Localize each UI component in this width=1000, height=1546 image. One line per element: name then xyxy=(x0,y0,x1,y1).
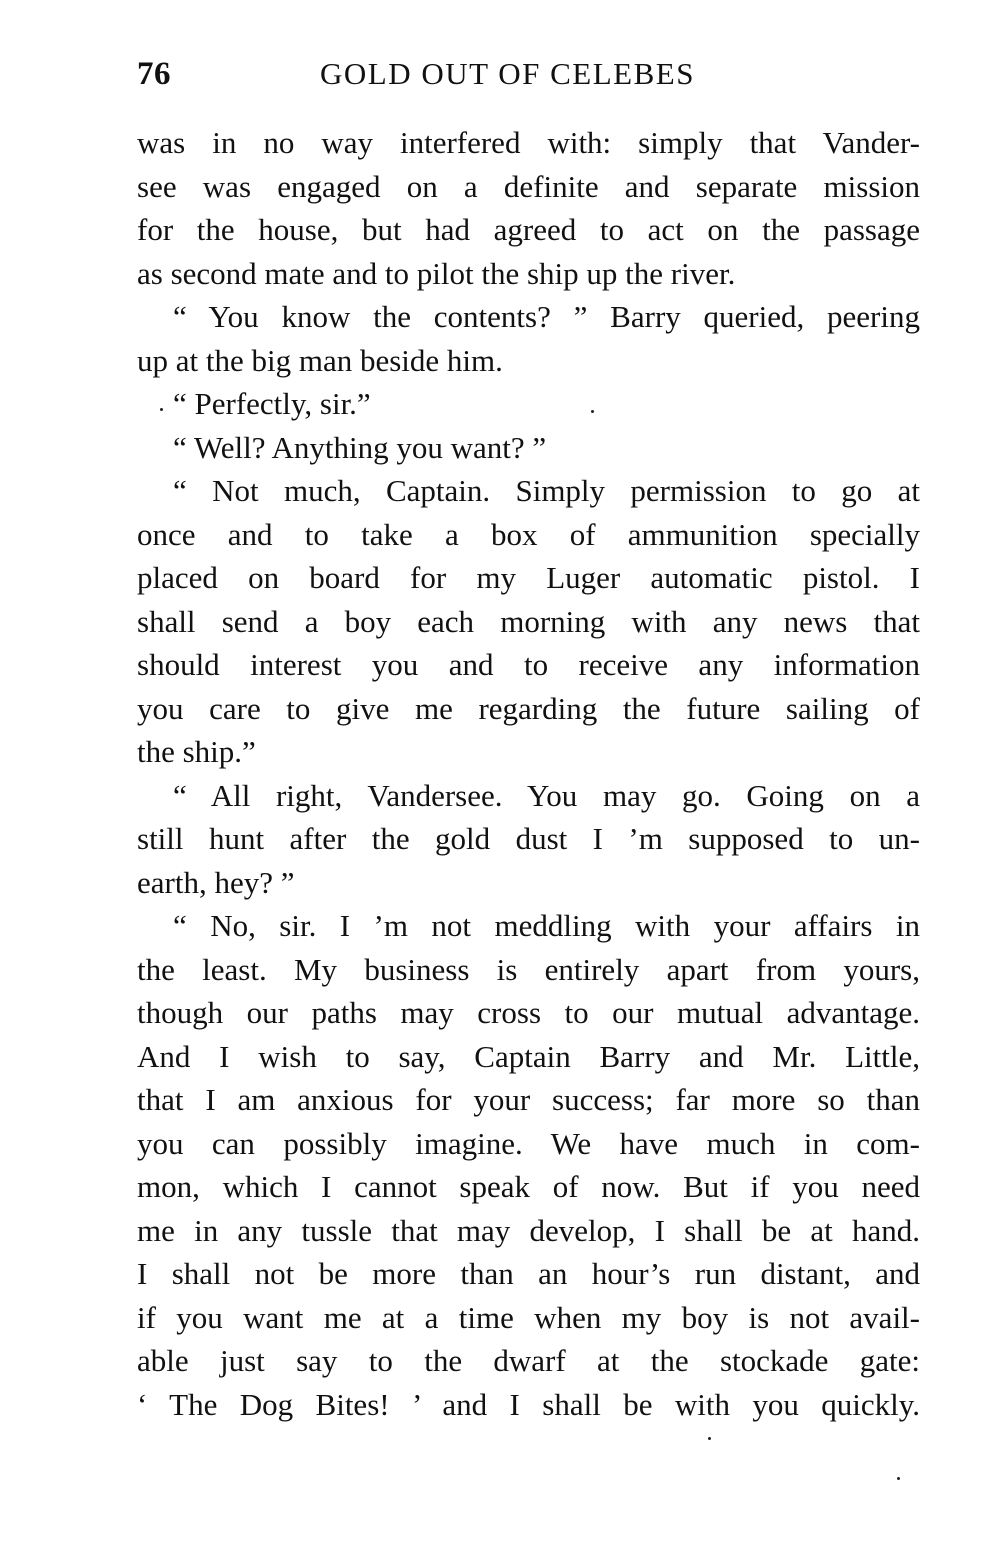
text-line: earth, hey? ” xyxy=(137,864,295,900)
page-header xyxy=(137,56,920,100)
text-line: me in any tussle that may develop, I shall be at hand. xyxy=(137,1212,920,1248)
print-speck xyxy=(160,408,163,411)
text-line: the ship.” xyxy=(137,734,256,769)
text-line: ‘ The Dog Bites! ’ and I shall be with you quickly. xyxy=(137,1386,920,1422)
text-line: I shall not be more than an hour’s run distant, and xyxy=(137,1256,920,1291)
text-line: for the house, but had agreed to act on the passage xyxy=(137,212,920,247)
text-line: should interest you and to receive any information xyxy=(137,647,920,682)
print-speck xyxy=(591,410,594,413)
text-line: was in no way interfered with: simply that Vander- xyxy=(137,125,920,160)
text-line: still hunt after the gold dust I ’m supposed to un- xyxy=(137,821,920,856)
print-speck xyxy=(708,1437,711,1440)
text-line: “ All right, Vandersee. You may go. Going on a xyxy=(173,777,920,813)
text-line: up at the big man beside him. xyxy=(137,342,503,378)
text-line: you can possibly imagine. We have much in com- xyxy=(137,1125,920,1161)
text-line: “ Not much, Captain. Simply permission to go at xyxy=(173,473,920,508)
text-line: And I wish to say, Captain Barry and Mr. Little, xyxy=(137,1038,920,1074)
text-line: shall send a boy each morning with any news that xyxy=(137,603,920,639)
print-speck xyxy=(897,1477,900,1480)
text-line: though our paths may cross to our mutual advantage. xyxy=(137,995,920,1030)
text-line: once and to take a box of ammunition specially xyxy=(137,516,920,552)
text-line: see was engaged on a definite and separate mission xyxy=(137,168,920,204)
text-line: “ You know the contents? ” Barry queried, peering xyxy=(173,299,920,334)
text-line: placed on board for my Luger automatic pistol. I xyxy=(137,560,920,595)
body-text xyxy=(137,121,920,1426)
text-line: as second mate and to pilot the ship up the river. xyxy=(137,255,736,291)
text-line: you care to give me regarding the future sailing of xyxy=(137,690,920,726)
text-line: “ Well? Anything you want? ” xyxy=(173,429,547,465)
text-line: “ No, sir. I ’m not meddling with your affairs in xyxy=(173,908,920,943)
text-line: if you want me at a time when my boy is not avail- xyxy=(137,1299,920,1335)
page-number: 76 xyxy=(137,56,171,92)
text-line: that I am anxious for your success; far more so than xyxy=(137,1082,920,1117)
text-line: “ Perfectly, sir.” xyxy=(173,386,371,421)
text-line: mon, which I cannot speak of now. But if you need xyxy=(137,1169,920,1204)
text-line: able just say to the dwarf at the stockade gate: xyxy=(137,1343,920,1378)
text-line: the least. My business is entirely apart from yours, xyxy=(137,951,920,987)
running-title: GOLD OUT OF CELEBES xyxy=(320,56,695,91)
